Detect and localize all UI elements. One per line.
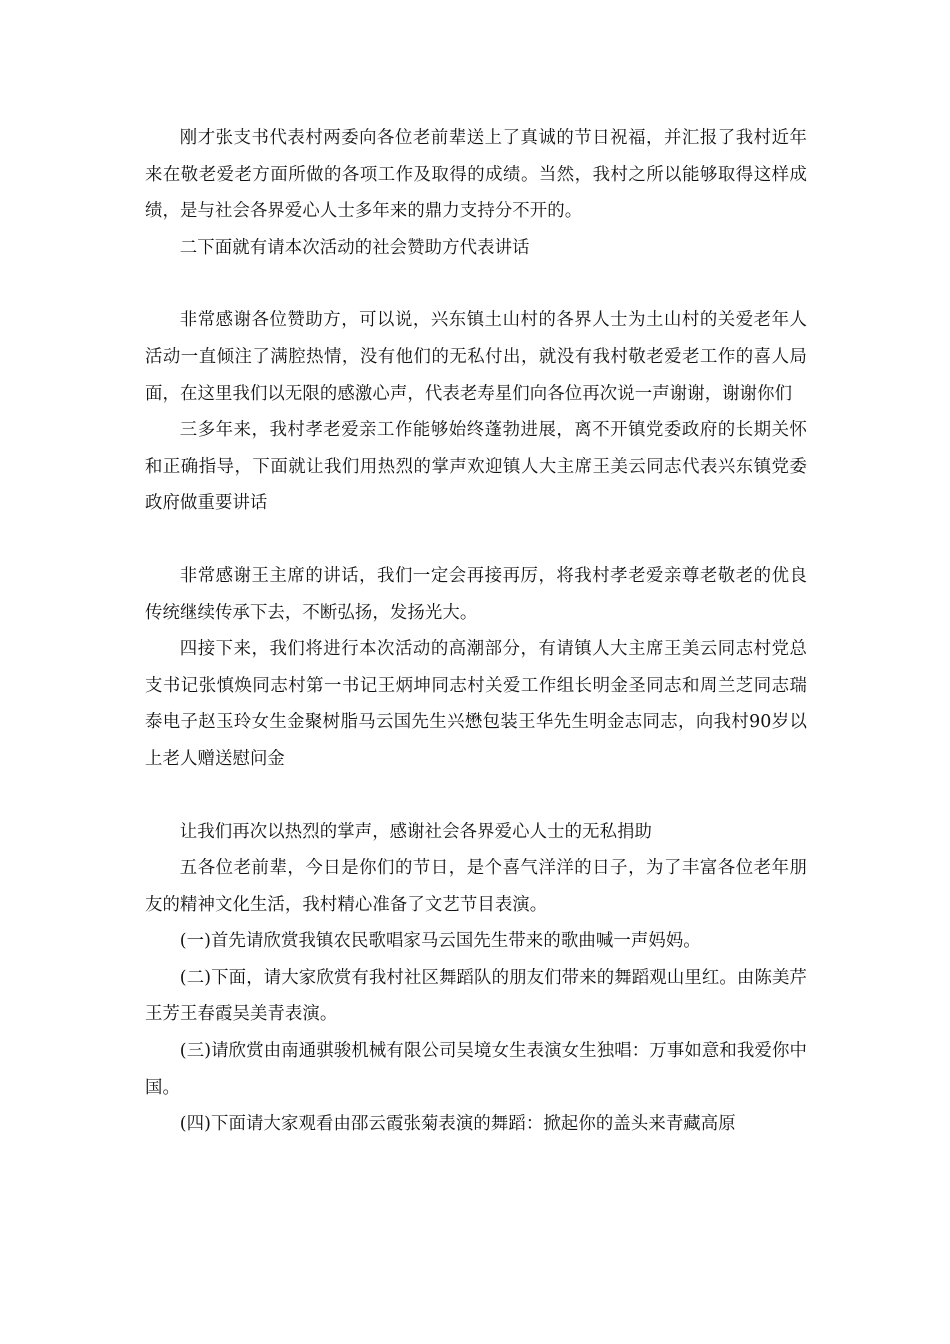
paragraph-gap (145, 778, 807, 814)
paragraph-3: 非常感谢各位赞助方，可以说，兴东镇土山村的各界人士为土山村的关爱老年人活动一直倾注了满腔热情，没有他们的无私付出，就没有我村敬老爱老工作的喜人局面，在这里我们以无限的感激心声，代表老寿星们向各位再次说一声谢谢，谢谢你们 (145, 310, 807, 404)
paragraph-6: 四接下来，我们将进行本次活动的高潮部分，有请镇人大主席王美云同志村党总支书记张慎焕同志村第一书记王炳坤同志村关爱工作组长明金圣同志和周兰芝同志瑞泰电子赵玉玲女生金聚树脂马云国先生兴懋包装王华先生明金志同志，向我村90岁以上老人赠送慰问金 (145, 639, 807, 769)
paragraph-8: 五各位老前辈，今日是你们的节日，是个喜气洋洋的日子，为了丰富各位老年朋友的精神文化生活，我村精心准备了文艺节目表演。 (145, 858, 807, 915)
paragraph-11: (三)请欣赏由南通骐骏机械有限公司吴境女生表演女生独唱：万事如意和我爱你中国。 (145, 1041, 807, 1098)
paragraph-1: 刚才张支书代表村两委向各位老前辈送上了真诚的节日祝福，并汇报了我村近年来在敬老爱老方面所做的各项工作及取得的成绩。当然，我村之所以能够取得这样成绩，是与社会各界爱心人士多年来的鼎力支持分不开的。 (145, 128, 807, 222)
paragraph-9: (一)首先请欣赏我镇农民歌唱家马云国先生带来的歌曲喊一声妈妈。 (179, 931, 701, 952)
paragraph-4: 三多年来，我村孝老爱亲工作能够始终蓬勃进展，离不开镇党委政府的长期关怀和正确指导，下面就让我们用热烈的掌声欢迎镇人大主席王美云同志代表兴东镇党委政府做重要讲话 (145, 420, 807, 514)
document-body (145, 120, 807, 1143)
paragraph-5: 非常感谢王主席的讲话，我们一定会再接再厉，将我村孝老爱亲尊老敬老的优良传统继续传承下去，不断弘扬，发扬光大。 (145, 565, 807, 623)
paragraph-10: (二)下面，请大家欣赏有我村社区舞蹈队的朋友们带来的舞蹈观山里红。由陈美芹王芳王春霞吴美青表演。 (145, 967, 807, 1025)
paragraph-7: 让我们再次以热烈的掌声，感谢社会各界爱心人士的无私捐助 (179, 821, 653, 842)
paragraph-gap (145, 266, 807, 302)
paragraph-12: (四)下面请大家观看由邵云霞张菊表演的舞蹈：掀起你的盖头来青藏高原 (179, 1114, 736, 1135)
paragraph-gap (145, 522, 807, 558)
paragraph-2: 二下面就有请本次活动的社会赞助方代表讲话 (179, 237, 530, 258)
